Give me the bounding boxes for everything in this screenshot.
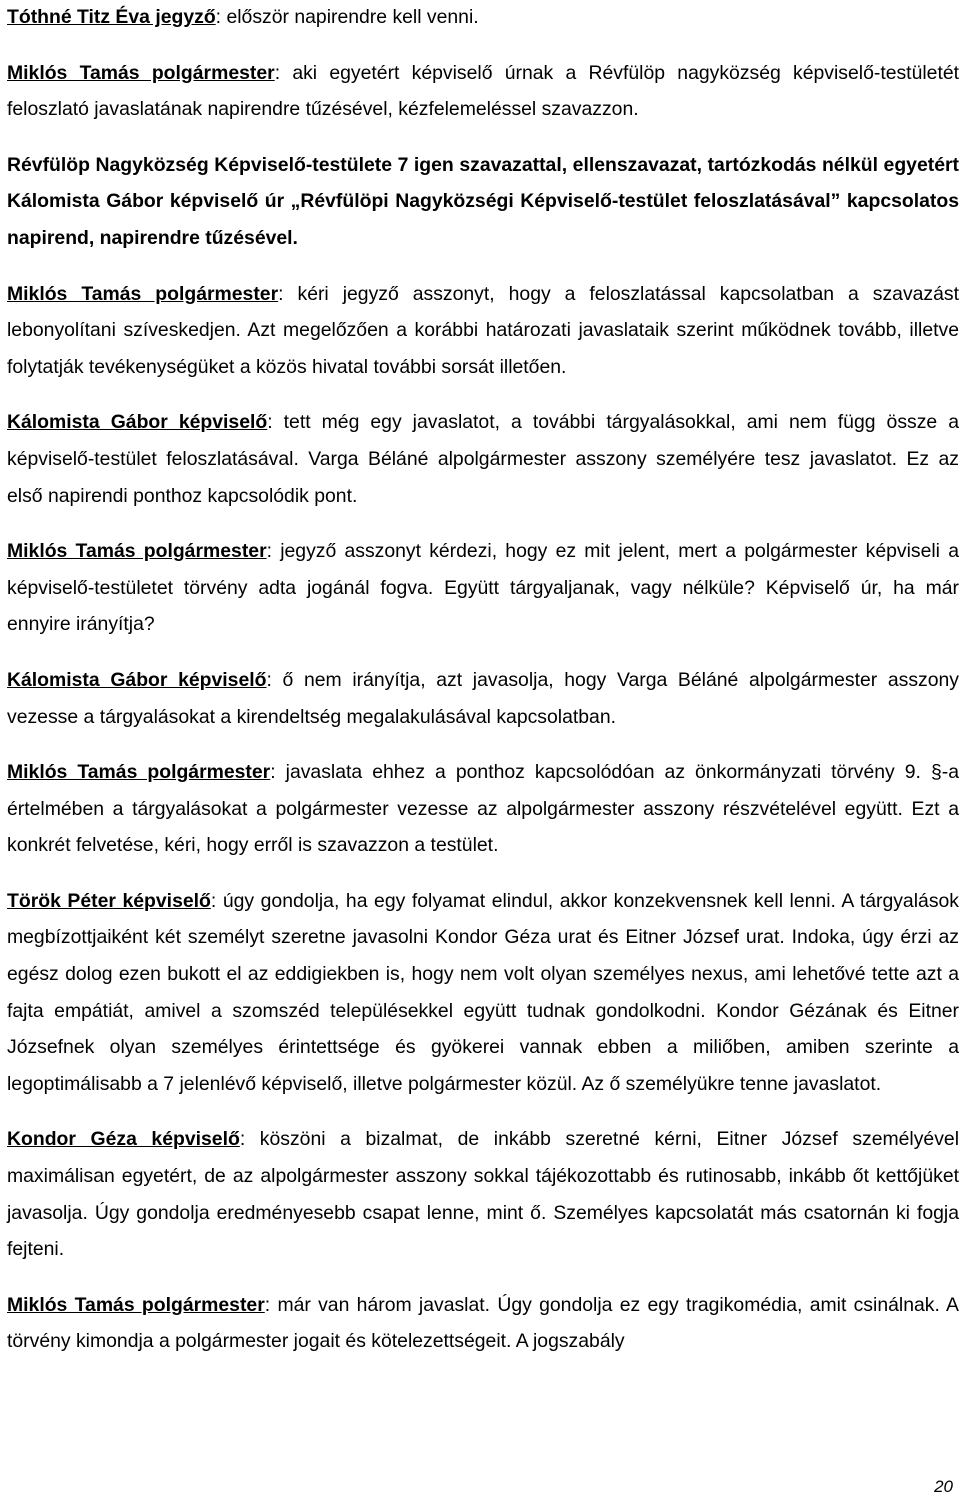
paragraph-text: : kéri jegyző asszonyt, hogy a feloszlatással kapcsolatban a szavazást lebonyolítani szíveskedjen. Azt megelőzően a korábbi határozati javaslataik szerint működnek tovább, illetve folytatják tevékenységüket a közös hivatal további sorsát illetően. [7, 282, 959, 378]
page-number: 20 [934, 1477, 953, 1496]
speaker-name: Kálomista Gábor képviselő [7, 411, 268, 434]
speaker-name: Miklós Tamás polgármester [7, 61, 275, 84]
paragraph-mayor-dissolution-vote [7, 276, 959, 386]
speaker-name: Miklós Tamás polgármester [7, 540, 267, 563]
paragraph-text: : úgy gondolja, ha egy folyamat elindul, akkor konzekvensnek kell lenni. A tárgyalások megbízottjaiként két személyt szeretne javasolni Kondor Géza urat és Eitner József urat. Indoka, úgy érzi az egész dolog ezen bukott el az eddigiekben is, hogy nem volt olyan személyes nexus, ami lehetővé tette azt a fajta empátiát, amivel a szomszéd településekkel együtt tudnak gondolkodni. Kondor Gézának és Eitner Józsefnek olyan személyes érintettsége és gyökerei vannak ebben a miliőben, amiben szerinte a legoptimálisabb a 7 jelenlévő képviselő, illetve polgármester közül. Az ő személyükre tenne javaslatot. [7, 889, 959, 1095]
paragraph-text: : javaslata ehhez a ponthoz kapcsolódóan az önkormányzati törvény 9. §-a értelmében a tárgyalásokat a polgármester vezesse az alpolgármester asszony részvételével együtt. Ezt a konkrét felvetése, kéri, hogy erről is szavazzon a testület. [7, 761, 959, 857]
speaker-name: Kondor Géza képviselő [7, 1128, 240, 1151]
paragraph-kondor-reply [7, 1121, 959, 1267]
paragraph-kalomista-reply [7, 662, 959, 735]
resolution-text: Révfülöp Nagyközség Képviselő-testülete 7 igen szavazattal, ellenszavazat, tartózkodás nélkül egyetért Kálomista Gábor képviselő úr „Révfülöpi Nagyközségi Képviselő-testület feloszlatásával” kapcsolatos napirend, napirendre tűzésével. [7, 153, 959, 249]
paragraph-torok-proposal [7, 883, 959, 1103]
paragraph-text: : aki egyetért képviselő úrnak a Révfülöp nagyközség képviselő-testületét feloszlató javaslatának napirendre tűzésével, kézfelemeléssel szavazzon. [7, 61, 960, 121]
speaker-name: Török Péter képviselő [7, 889, 211, 912]
paragraph-notary-statement [7, 0, 959, 36]
speaker-name: Tóthné Titz Éva jegyző [7, 6, 216, 28]
paragraph-text: : ő nem irányítja, azt javasolja, hogy Varga Béláné alpolgármester asszony vezesse a tárgyalásokat a kirendeltség megalakulásával kapcsolatban. [7, 668, 959, 728]
paragraph-mayor-closing [7, 1287, 959, 1360]
paragraph-mayor-proposal [7, 754, 959, 864]
speaker-name: Kálomista Gábor képviselő [7, 668, 267, 691]
paragraph-text: : már van három javaslat. Úgy gondolja ez egy tragikomédia, amit csinálnak. A törvény kimondja a polgármester jogait és kötelezettségeit. A jogszabály [7, 1293, 959, 1353]
paragraph-text: : jegyző asszonyt kérdezi, hogy ez mit jelent, mert a polgármester képviseli a képviselő-testületet törvény adta jogánál fogva. Együtt tárgyaljanak, vagy nélküle? Képviselő úr, ha már ennyire irányítja? [7, 540, 959, 636]
speaker-name: Miklós Tamás polgármester [7, 761, 271, 784]
paragraph-text: : tett még egy javaslatot, a további tárgyalásokkal, ami nem függ össze a képviselő-testület feloszlatásával. Varga Béláné alpolgármester asszony személyére tesz javaslatot. Ez az első napirendi ponthoz kapcsolódik pont. [7, 411, 960, 507]
paragraph-text: : köszöni a bizalmat, de inkább szeretné kérni, Eitner József személyével maximálisan egyetért, de az alpolgármester asszony sokkal tájékozottabb és rutinosabb, inkább őt kettőjüket javasolja. Úgy gondolja eredményesebb csapat lenne, mint ő. Személyes kapcsolatát más csatornán ki fogja fejteni. [7, 1128, 960, 1261]
paragraph-text: : először napirendre kell venni. [215, 6, 479, 28]
speaker-name: Miklós Tamás polgármester [7, 1293, 265, 1316]
speaker-name: Miklós Tamás polgármester [7, 282, 279, 305]
paragraph-kalomista-proposal [7, 404, 959, 514]
paragraph-mayor-vote-call [7, 55, 959, 128]
document-page [7, 0, 959, 1360]
paragraph-mayor-question [7, 533, 959, 643]
